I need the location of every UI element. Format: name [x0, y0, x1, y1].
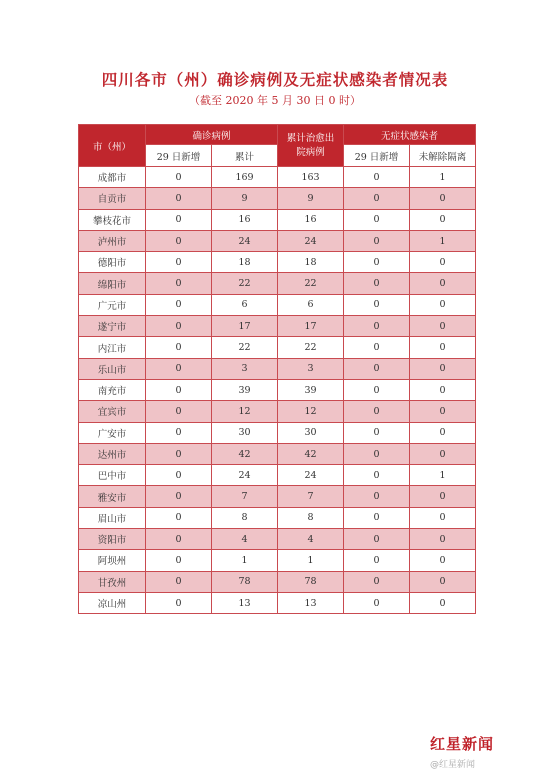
cell-confirmed-total: 24	[212, 465, 278, 486]
cell-asym-unreleased: 0	[410, 507, 476, 528]
cell-city: 宜宾市	[79, 401, 146, 422]
cell-confirmed-new: 0	[146, 316, 212, 337]
cell-asym-unreleased: 1	[410, 167, 476, 188]
table-row	[79, 486, 476, 507]
cell-confirmed-total: 4	[212, 529, 278, 550]
cell-discharged: 3	[278, 358, 344, 379]
cell-discharged: 13	[278, 592, 344, 613]
cell-confirmed-total: 12	[212, 401, 278, 422]
cell-confirmed-total: 16	[212, 209, 278, 230]
header-discharged	[278, 125, 344, 167]
cell-confirmed-total: 13	[212, 592, 278, 613]
cell-discharged: 42	[278, 443, 344, 464]
cell-city: 乐山市	[79, 358, 146, 379]
cell-discharged: 39	[278, 379, 344, 400]
cell-city: 攀枝花市	[79, 209, 146, 230]
header-confirmed-new: 29 日新增	[146, 145, 212, 167]
cell-confirmed-new: 0	[146, 379, 212, 400]
cell-confirmed-new: 0	[146, 465, 212, 486]
cell-city: 成都市	[79, 167, 146, 188]
cell-city: 广安市	[79, 422, 146, 443]
cell-asym-unreleased: 0	[410, 486, 476, 507]
cell-confirmed-new: 0	[146, 592, 212, 613]
cell-asym-new: 0	[344, 337, 410, 358]
cell-city: 绵阳市	[79, 273, 146, 294]
cell-discharged: 24	[278, 230, 344, 251]
table-row	[79, 358, 476, 379]
cell-discharged: 12	[278, 401, 344, 422]
cell-confirmed-total: 30	[212, 422, 278, 443]
table-row	[79, 167, 476, 188]
cell-discharged: 22	[278, 273, 344, 294]
cell-asym-new: 0	[344, 592, 410, 613]
cell-asym-new: 0	[344, 252, 410, 273]
header-asym-new: 29 日新增	[344, 145, 410, 167]
cell-asym-new: 0	[344, 273, 410, 294]
cell-city: 泸州市	[79, 230, 146, 251]
cell-city: 广元市	[79, 294, 146, 315]
cell-asym-new: 0	[344, 358, 410, 379]
cell-confirmed-new: 0	[146, 230, 212, 251]
cell-asym-new: 0	[344, 401, 410, 422]
cell-confirmed-new: 0	[146, 571, 212, 592]
table-row	[79, 273, 476, 294]
cell-confirmed-total: 6	[212, 294, 278, 315]
cell-asym-unreleased: 0	[410, 401, 476, 422]
cell-city: 达州市	[79, 443, 146, 464]
table-row	[79, 507, 476, 528]
table-row	[79, 571, 476, 592]
cell-asym-new: 0	[344, 209, 410, 230]
cell-confirmed-new: 0	[146, 358, 212, 379]
cell-city: 眉山市	[79, 507, 146, 528]
table-row	[79, 294, 476, 315]
cases-table	[78, 124, 476, 614]
table-row	[79, 316, 476, 337]
cell-confirmed-total: 22	[212, 273, 278, 294]
table-row	[79, 188, 476, 209]
cell-city: 凉山州	[79, 592, 146, 613]
cell-city: 德阳市	[79, 252, 146, 273]
cell-asym-unreleased: 0	[410, 571, 476, 592]
cell-asym-new: 0	[344, 571, 410, 592]
table-body	[79, 167, 476, 614]
cell-discharged: 4	[278, 529, 344, 550]
cell-asym-unreleased: 0	[410, 592, 476, 613]
cell-confirmed-total: 3	[212, 358, 278, 379]
cell-confirmed-new: 0	[146, 422, 212, 443]
cell-discharged: 6	[278, 294, 344, 315]
cell-confirmed-new: 0	[146, 486, 212, 507]
cell-confirmed-new: 0	[146, 188, 212, 209]
header-asym-unreleased: 未解除隔离	[410, 145, 476, 167]
cell-city: 自贡市	[79, 188, 146, 209]
cell-asym-unreleased: 0	[410, 550, 476, 571]
cell-confirmed-new: 0	[146, 252, 212, 273]
cell-asym-new: 0	[344, 230, 410, 251]
page-title: 四川各市（州）确诊病例及无症状感染者情况表	[101, 70, 449, 89]
cell-confirmed-total: 22	[212, 337, 278, 358]
cell-discharged: 17	[278, 316, 344, 337]
table-row	[79, 529, 476, 550]
cell-asym-new: 0	[344, 507, 410, 528]
cell-asym-new: 0	[344, 167, 410, 188]
cell-asym-new: 0	[344, 294, 410, 315]
cell-confirmed-new: 0	[146, 209, 212, 230]
cell-discharged: 9	[278, 188, 344, 209]
header-confirmed: 确诊病例	[146, 125, 278, 145]
watermark-logo: 红星新闻	[430, 735, 495, 753]
cell-city: 南充市	[79, 379, 146, 400]
cell-confirmed-total: 39	[212, 379, 278, 400]
table-row	[79, 230, 476, 251]
cell-asym-new: 0	[344, 379, 410, 400]
cell-confirmed-total: 78	[212, 571, 278, 592]
cell-asym-unreleased: 0	[410, 529, 476, 550]
cell-asym-new: 0	[344, 316, 410, 337]
cell-confirmed-new: 0	[146, 273, 212, 294]
cell-city: 资阳市	[79, 529, 146, 550]
cell-city: 甘孜州	[79, 571, 146, 592]
cell-discharged: 24	[278, 465, 344, 486]
cell-asym-unreleased: 1	[410, 465, 476, 486]
cell-asym-new: 0	[344, 550, 410, 571]
cell-confirmed-total: 17	[212, 316, 278, 337]
table-row	[79, 443, 476, 464]
cell-asym-unreleased: 0	[410, 294, 476, 315]
header-city: 市（州）	[79, 125, 146, 167]
cell-asym-new: 0	[344, 465, 410, 486]
cell-asym-unreleased: 0	[410, 252, 476, 273]
cell-asym-unreleased: 0	[410, 316, 476, 337]
cell-confirmed-total: 18	[212, 252, 278, 273]
cell-city: 阿坝州	[79, 550, 146, 571]
cell-discharged: 16	[278, 209, 344, 230]
cell-discharged: 18	[278, 252, 344, 273]
cell-confirmed-new: 0	[146, 167, 212, 188]
table-row	[79, 422, 476, 443]
cell-asym-unreleased: 0	[410, 209, 476, 230]
cell-discharged: 22	[278, 337, 344, 358]
cell-city: 巴中市	[79, 465, 146, 486]
cell-discharged: 8	[278, 507, 344, 528]
header-confirmed-total: 累计	[212, 145, 278, 167]
table-row	[79, 592, 476, 613]
cell-discharged: 163	[278, 167, 344, 188]
table-row	[79, 252, 476, 273]
cell-asym-unreleased: 0	[410, 188, 476, 209]
cell-discharged: 7	[278, 486, 344, 507]
cell-confirmed-new: 0	[146, 401, 212, 422]
cell-city: 雅安市	[79, 486, 146, 507]
cell-asym-unreleased: 0	[410, 443, 476, 464]
cell-confirmed-total: 42	[212, 443, 278, 464]
cell-city: 内江市	[79, 337, 146, 358]
cell-asym-unreleased: 1	[410, 230, 476, 251]
cell-asym-new: 0	[344, 529, 410, 550]
cell-asym-new: 0	[344, 188, 410, 209]
cell-asym-new: 0	[344, 486, 410, 507]
cell-asym-new: 0	[344, 443, 410, 464]
watermark-credit: @红星新闻	[430, 760, 476, 770]
cell-confirmed-total: 8	[212, 507, 278, 528]
cell-confirmed-total: 169	[212, 167, 278, 188]
cell-city: 遂宁市	[79, 316, 146, 337]
cell-confirmed-new: 0	[146, 550, 212, 571]
cell-asym-new: 0	[344, 422, 410, 443]
cell-confirmed-new: 0	[146, 529, 212, 550]
cell-asym-unreleased: 0	[410, 273, 476, 294]
header-asymptomatic: 无症状感染者	[344, 125, 476, 145]
cell-discharged: 1	[278, 550, 344, 571]
table-row	[79, 401, 476, 422]
header-discharged-label: 累计治愈出院病例	[286, 132, 335, 158]
cell-confirmed-new: 0	[146, 294, 212, 315]
cell-confirmed-new: 0	[146, 443, 212, 464]
table-row	[79, 379, 476, 400]
cell-asym-unreleased: 0	[410, 358, 476, 379]
page-subtitle: （截至 2020 年 5 月 30 日 0 时）	[189, 94, 361, 107]
cell-asym-unreleased: 0	[410, 337, 476, 358]
cell-confirmed-new: 0	[146, 507, 212, 528]
table-row	[79, 337, 476, 358]
cell-confirmed-total: 7	[212, 486, 278, 507]
cell-discharged: 30	[278, 422, 344, 443]
table-row	[79, 550, 476, 571]
cell-asym-unreleased: 0	[410, 379, 476, 400]
cell-discharged: 78	[278, 571, 344, 592]
cell-asym-unreleased: 0	[410, 422, 476, 443]
table-row	[79, 209, 476, 230]
cell-confirmed-new: 0	[146, 337, 212, 358]
cell-confirmed-total: 1	[212, 550, 278, 571]
cell-confirmed-total: 24	[212, 230, 278, 251]
cell-confirmed-total: 9	[212, 188, 278, 209]
table-row	[79, 465, 476, 486]
